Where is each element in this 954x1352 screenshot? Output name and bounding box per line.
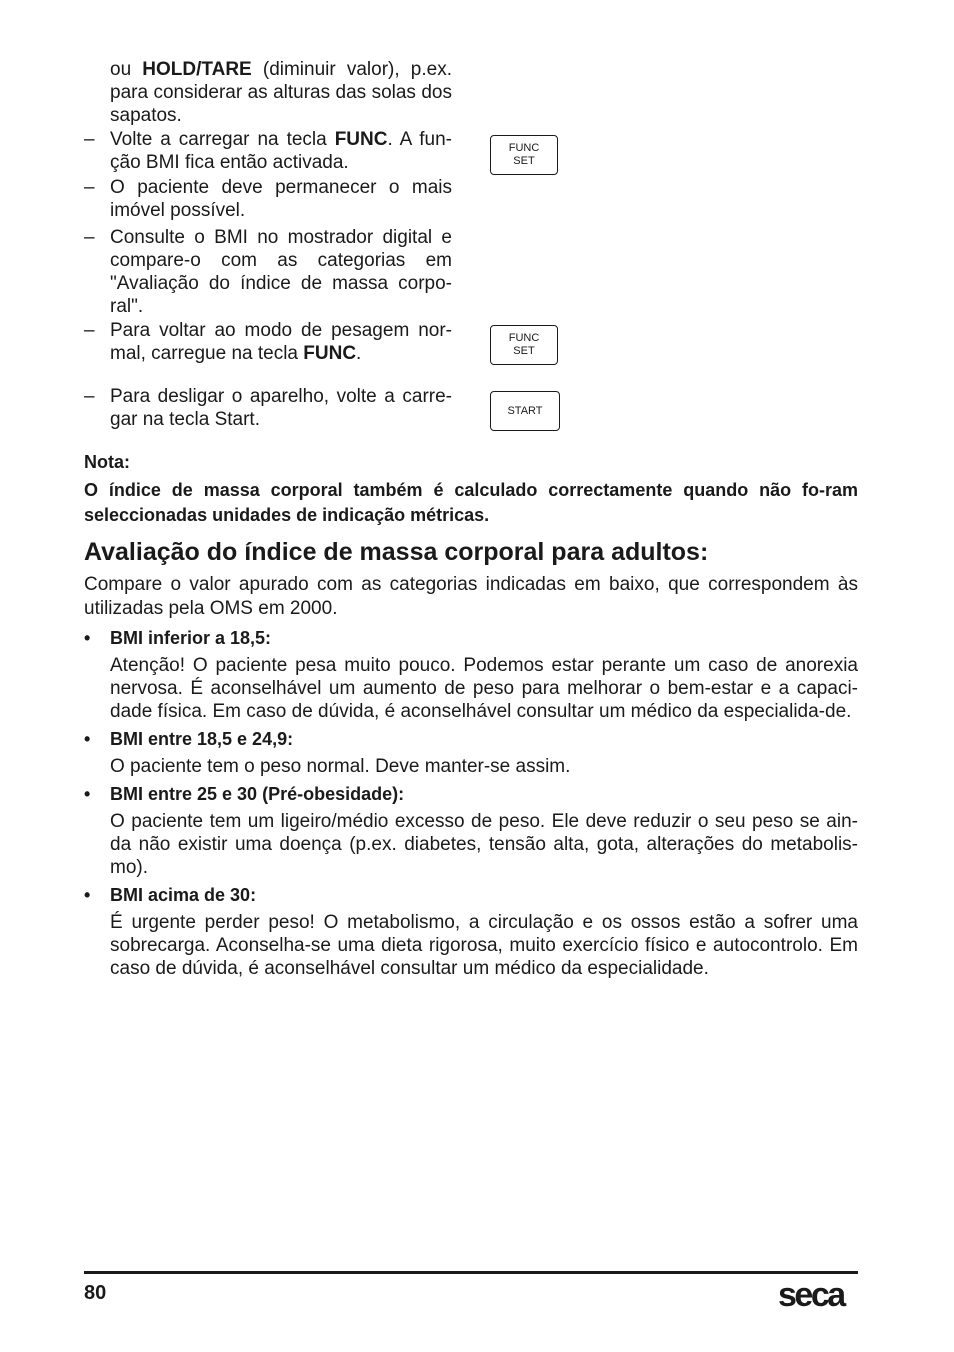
instruction-item: ou HOLD/TARE (diminuir valor), p.ex. para considerar as alturas das solas dos sapatos. (110, 59, 452, 126)
bullet-marker: • (84, 784, 91, 804)
footer-rule (84, 1271, 858, 1274)
category-text: O paciente tem o peso normal. Deve manter-se assim. (110, 756, 571, 777)
note-text: O índice de massa corporal também é calculado correctamente quando não fo-ram seleccionadas unidades de indicação métricas. (84, 480, 858, 525)
svg-text:seca: seca (778, 1276, 844, 1314)
bullet-marker: • (84, 885, 91, 905)
instruction-item: – Para desligar o aparelho, volte a carre-gar na tecla Start. (84, 386, 452, 430)
bullet-marker: • (84, 628, 91, 648)
bmi-category (84, 782, 858, 879)
category-text: Atenção! O paciente pesa muito pouco. Podemos estar perante um caso de anorexia nervosa. É aconselhável um aumento de peso para melhorar o bem-estar e a capaci-dade física. Em caso de dúvida, é aconselhável consultar um médico da especialida-de. (110, 655, 858, 722)
dash-marker: – (84, 129, 95, 150)
func-set-key-icon: FUNC SET (490, 135, 558, 175)
dash-marker: – (84, 227, 95, 248)
seca-logo (776, 1266, 860, 1314)
bmi-category-list (84, 626, 858, 984)
instruction-item: – Para voltar ao modo de pesagem nor-mal, carregue na tecla FUNC. (84, 320, 452, 364)
bmi-category (84, 727, 858, 778)
category-title: BMI entre 18,5 e 24,9: (110, 729, 294, 749)
category-title: BMI acima de 30: (110, 885, 257, 905)
bullet-marker: • (84, 729, 91, 749)
instruction-item: – Consulte o BMI no mostrador digital e compare-o com as categorias em "Avaliação do índice de massa corpo-ral". (84, 227, 452, 317)
category-text: É urgente perder peso! O metabolismo, a circulação e os ossos estão a sofrer uma sobrecarga. Aconselha-se uma dieta rigorosa, muito exercício físico e autocontrolo. Em caso de dúvida, é aconselhável consultar um médico da especialidade. (110, 912, 858, 979)
page-number: 80 (84, 1282, 107, 1304)
start-key-icon: START (490, 391, 560, 431)
func-key-label: FUNC (303, 343, 357, 364)
bmi-category (84, 883, 858, 980)
section-intro: Compare o valor apurado com as categorias indicadas em baixo, que correspondem às utilizadas pela OMS em 2000. (84, 574, 858, 619)
category-text: O paciente tem um ligeiro/médio excesso de peso. Ele deve reduzir o seu peso se ain-da não existir uma doença (p.ex. diabetes, tensão alta, gota, alterações do metabolis-mo). (110, 811, 858, 878)
dash-marker: – (84, 320, 95, 341)
instruction-item: – Volte a carregar na tecla FUNC. A fun-ção BMI fica então activada. (84, 129, 452, 173)
dash-marker: – (84, 386, 95, 407)
bmi-category (84, 626, 858, 723)
note-title: Nota: (84, 452, 130, 472)
category-title: BMI entre 25 e 30 (Pré-obesidade): (110, 784, 405, 804)
func-key-label: FUNC (334, 129, 388, 150)
dash-marker: – (84, 177, 95, 198)
instruction-item: – O paciente deve permanecer o mais imóvel possível. (84, 177, 452, 221)
func-set-key-icon: FUNC SET (490, 325, 558, 365)
section-heading: Avaliação do índice de massa corporal para adultos: (84, 538, 709, 566)
hold-tare-key-label: HOLD/TARE (142, 59, 252, 80)
category-title: BMI inferior a 18,5: (110, 628, 272, 648)
